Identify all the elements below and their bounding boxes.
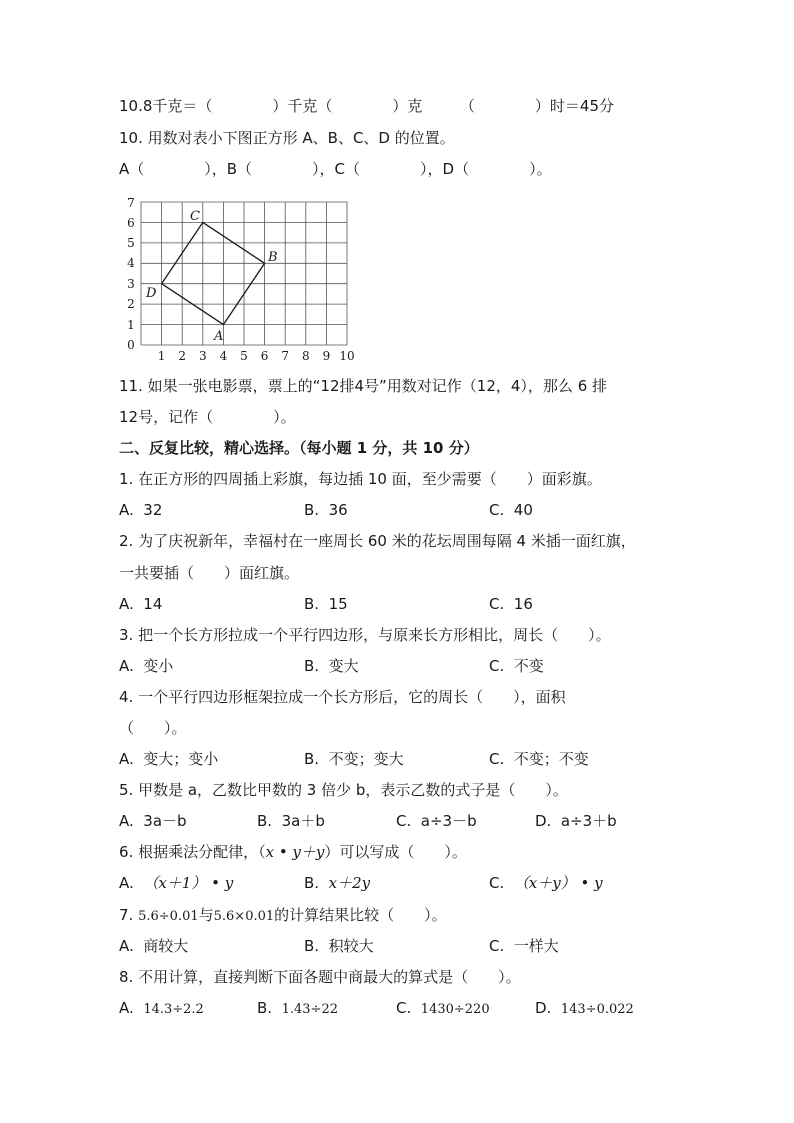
vertex-label-B: B: [268, 250, 278, 265]
question-2-stem: 2. 为了庆祝新年，幸福村在一座周长 60 米的花坛周围每隔 4 米插一面红旗，: [119, 532, 636, 550]
q6-option-a-expr: （x＋1） • y: [143, 874, 234, 892]
q7-option-c: C. 一样大: [489, 937, 559, 955]
y-axis-ticks: [127, 196, 135, 352]
q3-option-b: B. 变大: [304, 657, 359, 675]
coordinate-grid: [119, 193, 369, 365]
vertex-label-D: D: [146, 286, 157, 301]
q2-option-b: B. 15: [304, 595, 348, 613]
question-4-stem: 4. 一个平行四边形框架拉成一个长方形后，它的周长（ ），面积: [119, 688, 566, 706]
y-tick: 0: [127, 338, 135, 352]
q6-option-a-label: A.: [119, 874, 134, 892]
q8-option-a: [119, 998, 204, 1020]
q6-option-c-expr: （x＋y） • y: [513, 874, 603, 892]
question-10-stem: 10. 用数对表小下图正方形 A、B、C、D 的位置。: [119, 129, 455, 147]
q8-option-a-label: A.: [119, 999, 134, 1017]
q7-expression-2: 5.6×0.01: [213, 909, 275, 924]
q4-option-a: A. 变大；变小: [119, 750, 219, 768]
question-11-stem: 11. 如果一张电影票，票上的“12排4号”用数对记作（12，4），那么 6 排: [119, 377, 608, 395]
question-8-stem: 8. 不用计算，直接判断下面各题中商最大的算式是（ ）。: [119, 968, 521, 986]
x-tick: 6: [260, 349, 269, 363]
q4-option-b: B. 不变；变大: [304, 750, 404, 768]
q8-option-c-expr: 1430÷220: [420, 1002, 490, 1017]
vertex-labels: [145, 209, 278, 344]
q1-option-b: B. 36: [304, 501, 348, 519]
grid-lines: [141, 202, 347, 345]
q3-option-c: C. 不变: [489, 657, 544, 675]
q5-option-b: B. 3a＋b: [257, 812, 325, 830]
q6-expression: x • y＋y: [265, 843, 325, 861]
question-11-stem-continued: 12号，记作（ ）。: [119, 408, 296, 426]
x-tick: 1: [157, 349, 166, 363]
y-tick: 1: [127, 318, 135, 332]
q7-option-a: A. 商较大: [119, 937, 189, 955]
x-tick: 2: [178, 349, 187, 363]
q1-option-a: A. 32: [119, 501, 163, 519]
text-line-conversion: 10.8千克＝（ ）千克（ ）克 （ ）时＝45分: [119, 97, 614, 115]
q2-option-a: A. 14: [119, 595, 163, 613]
y-tick: 7: [127, 196, 135, 210]
x-tick: 9: [322, 349, 331, 363]
q6-option-b: [304, 873, 370, 893]
q8-option-d-label: D.: [535, 999, 552, 1017]
q6-option-c-label: C.: [489, 874, 505, 892]
q8-option-c: [396, 998, 490, 1020]
q3-option-a: A. 变小: [119, 657, 174, 675]
question-3-stem: 3. 把一个长方形拉成一个平行四边形，与原来长方形相比，周长（ ）。: [119, 626, 611, 644]
x-tick: 7: [281, 349, 290, 363]
q6-stem-post: ）可以写成（ ）。: [324, 843, 467, 861]
q7-conjunction: 与: [198, 906, 214, 924]
q6-option-c: [489, 873, 603, 893]
question-6-stem: [119, 842, 467, 862]
q6-option-a: [119, 873, 233, 893]
y-tick: 5: [127, 236, 135, 250]
q8-option-b-expr: 1.43÷22: [281, 1002, 338, 1017]
q7-number: 7.: [119, 906, 134, 924]
q1-option-c: C. 40: [489, 501, 533, 519]
y-tick: 4: [127, 256, 135, 270]
q7-option-b: B. 积较大: [304, 937, 374, 955]
q8-option-d: [535, 998, 634, 1020]
q8-option-b-label: B.: [257, 999, 273, 1017]
q5-option-c: C. a÷3－b: [396, 812, 477, 830]
y-tick: 6: [127, 216, 135, 230]
square-ABCD: [162, 222, 265, 324]
q7-stem-post: 的计算结果比较（ ）。: [274, 906, 447, 924]
x-tick: 8: [301, 349, 310, 363]
vertex-label-C: C: [190, 209, 200, 224]
question-4-stem-continued: （ ）。: [119, 719, 187, 737]
x-tick: 4: [219, 349, 228, 363]
x-tick: 5: [240, 349, 248, 363]
question-10-answers: A（ ），B（ ），C（ ），D（ ）。: [119, 160, 552, 178]
q8-option-a-expr: 14.3÷2.2: [143, 1002, 204, 1017]
q7-expression-1: 5.6÷0.01: [138, 909, 199, 924]
q6-stem-pre: 6. 根据乘法分配律，（: [119, 843, 266, 861]
section-2-heading: 二、反复比较，精心选择。（每小题 1 分，共 10 分）: [119, 439, 479, 457]
question-1-stem: 1. 在正方形的四周插上彩旗，每边插 10 面，至少需要（ ）面彩旗。: [119, 470, 602, 488]
vertex-label-A: A: [214, 329, 224, 344]
q8-option-b: [257, 998, 338, 1020]
question-2-stem-continued: 一共要插（ ）面红旗。: [119, 564, 300, 582]
y-tick: 2: [127, 297, 135, 311]
q8-option-c-label: C.: [396, 999, 412, 1017]
q4-option-c: C. 不变；不变: [489, 750, 589, 768]
x-tick: 3: [198, 349, 207, 363]
q6-option-b-expr: x＋2y: [328, 874, 371, 892]
x-tick: 10: [339, 349, 355, 363]
q5-option-d: D. a÷3＋b: [535, 812, 617, 830]
question-5-stem: 5. 甲数是 a，乙数比甲数的 3 倍少 b，表示乙数的式子是（ ）。: [119, 781, 568, 799]
q5-option-a: A. 3a－b: [119, 812, 187, 830]
y-tick: 3: [127, 277, 135, 291]
question-7-stem: [119, 905, 447, 927]
q6-option-b-label: B.: [304, 874, 320, 892]
q8-option-d-expr: 143÷0.022: [560, 1002, 634, 1017]
x-axis-ticks: [158, 349, 355, 363]
q2-option-c: C. 16: [489, 595, 533, 613]
